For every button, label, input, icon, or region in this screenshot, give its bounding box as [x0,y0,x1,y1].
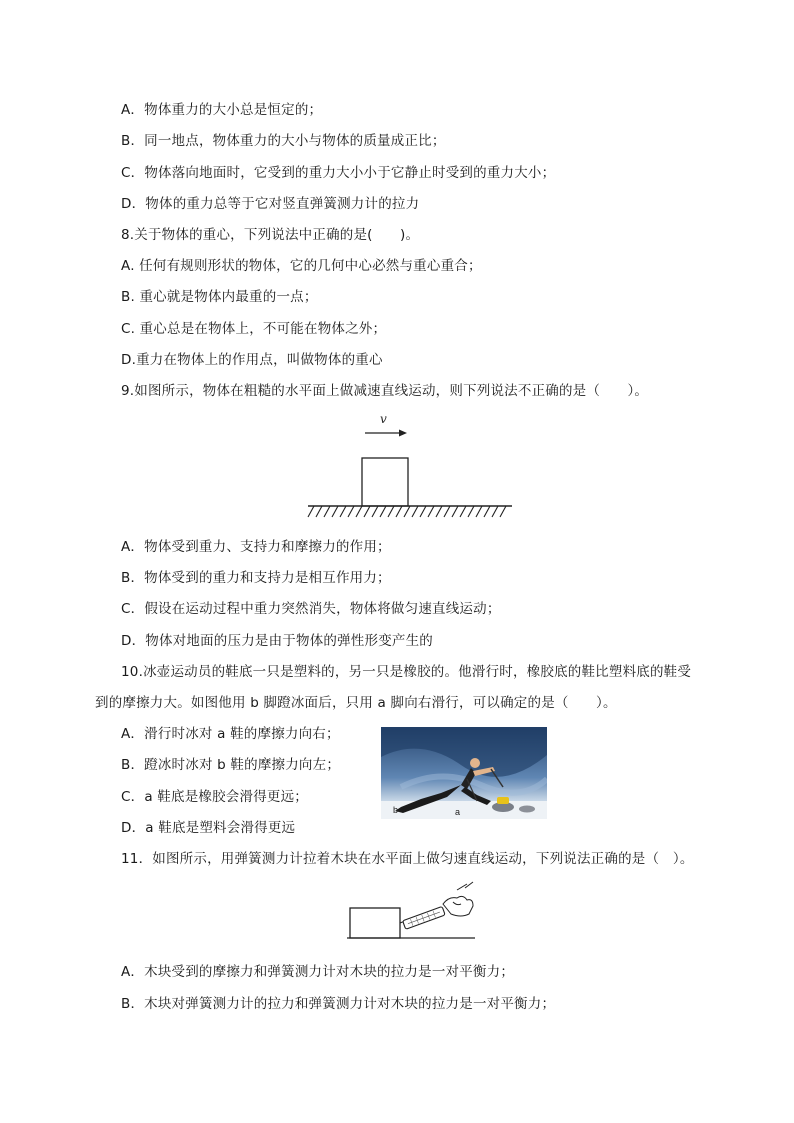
photo-label-a: a [455,807,461,817]
q8-option-a: A. 任何有规则形状的物体，它的几何中心必然与重心重合； [121,258,482,274]
q7-option-d: D．物体的重力总等于它对竖直弹簧测力计的拉力 [121,196,420,212]
spring-scale [403,906,446,929]
q10-option-d: D．a 鞋底是塑料会滑得更远 [121,820,296,836]
q10-option-b: B．蹬冰时冰对 b 鞋的摩擦力向左； [121,757,341,773]
q9-block-on-ground-figure [300,405,520,525]
hand [443,882,473,916]
q10-stem-line1: 10.冰壶运动员的鞋底一只是塑料的，另一只是橡胶的。他滑行时，橡胶底的鞋比塑料底的鞋受 [121,664,692,680]
q9-option-c: C．假设在运动过程中重力突然消失，物体将做匀速直线运动； [121,601,501,617]
q7-option-a: A．物体重力的大小总是恒定的； [121,102,323,118]
q11-stem: 11．如图所示，用弹簧测力计拉着木块在水平面上做匀速直线运动，下列说法正确的是（ ）。 [121,851,694,867]
q10-stem-line2: 到的摩擦力大。如图他用 b 脚蹬冰面后，只用 a 脚向右滑行，可以确定的是（ ）。 [95,695,617,711]
wooden-block [350,908,400,938]
q11-option-b: B．木块对弹簧测力计的拉力和弹簧测力计对木块的拉力是一对平衡力； [121,996,556,1012]
velocity-label: v [380,412,387,426]
q9-option-a: A．物体受到重力、支持力和摩擦力的作用； [121,539,391,555]
q11-spring-scale-figure [345,880,480,945]
q10-option-c: C．a 鞋底是橡胶会滑得更远； [121,789,308,805]
q8-option-d: D.重力在物体上的作用点，叫做物体的重心 [121,352,383,368]
block [362,458,408,506]
q9-stem: 9.如图所示，物体在粗糙的水平面上做减速直线运动，则下列说法不正确的是（ ）。 [121,383,649,399]
velocity-arrow [365,430,407,437]
q9-option-b: B．物体受到的重力和支持力是相互作用力； [121,570,391,586]
q8-option-c: C. 重心总是在物体上，不可能在物体之外； [121,321,387,337]
q7-option-c: C．物体落向地面时，它受到的重力大小小于它静止时受到的重力大小； [121,165,556,181]
q9-option-d: D．物体对地面的压力是由于物体的弹性形变产生的 [121,633,433,649]
q7-option-b: B．同一地点，物体重力的大小与物体的质量成正比； [121,133,446,149]
q11-option-a: A．木块受到的摩擦力和弹簧测力计对木块的拉力是一对平衡力； [121,964,515,980]
q10-option-a: A．滑行时冰对 a 鞋的摩擦力向右； [121,726,340,742]
photo-label-b: b [393,805,399,815]
curling-athlete-photo [381,727,547,819]
ground-hatching [308,506,506,517]
q8-stem: 8.关于物体的重心，下列说法中正确的是( )。 [121,227,420,243]
q8-option-b: B. 重心就是物体内最重的一点； [121,289,318,305]
